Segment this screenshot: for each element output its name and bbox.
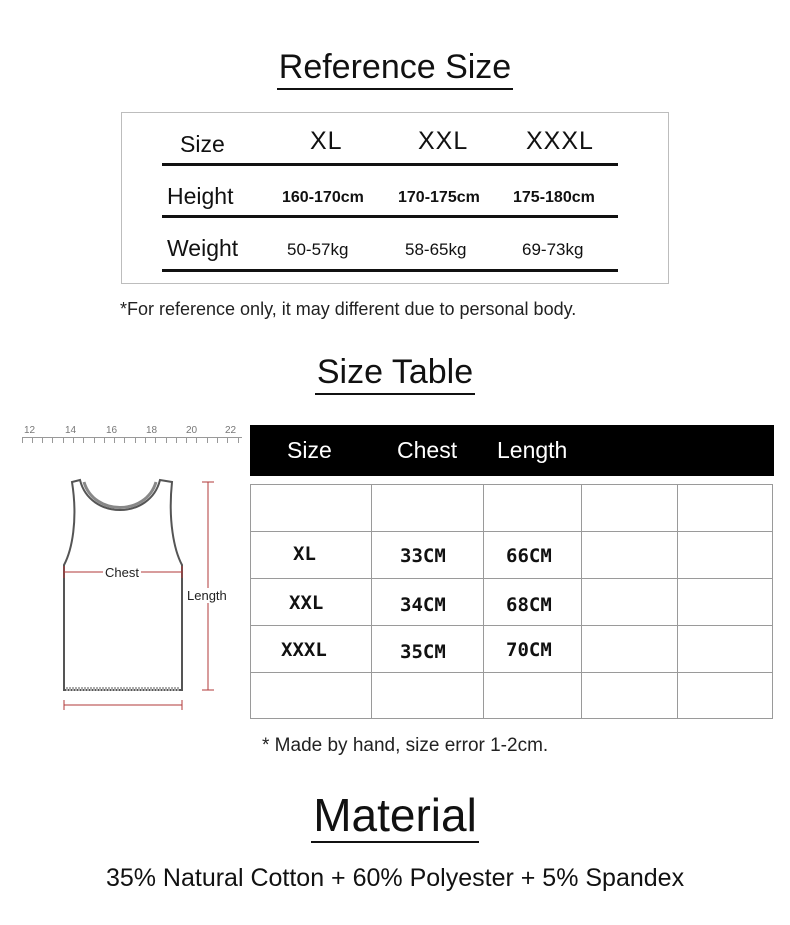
length-xxl: 68CM: [506, 594, 552, 616]
chest-label: Chest: [105, 565, 139, 580]
reference-rule: [162, 163, 618, 166]
reference-row-weight-label: Weight: [167, 235, 239, 261]
chest-xxxl: 35CM: [400, 641, 446, 663]
length-xxxl: 70CM: [506, 639, 552, 661]
reference-note: *For reference only, it may different due to personal body.: [120, 299, 577, 319]
chest-xxl: 34CM: [400, 594, 446, 616]
size-table-header-length: Length: [497, 437, 568, 463]
reference-header-xxxl: XXXL: [526, 127, 594, 155]
ruler-line: [22, 437, 242, 438]
reference-rule: [162, 215, 618, 218]
size-table-header: [250, 425, 774, 476]
reference-height-xxl: 170-175cm: [398, 189, 480, 206]
ruler-number: 18: [146, 425, 158, 436]
size-table-title: [0, 353, 790, 392]
reference-row-height-label: Height: [167, 183, 234, 209]
reference-height-xl: 160-170cm: [282, 189, 364, 206]
reference-size-title-text: Reference Size: [277, 48, 513, 90]
reference-header-xl: XL: [310, 127, 343, 155]
ruler-number: 12: [24, 425, 36, 436]
ruler-number: 22: [225, 425, 237, 436]
reference-size-label: Size: [180, 131, 225, 157]
ruler-number: 14: [65, 425, 77, 436]
material-title-text: Material: [313, 789, 477, 841]
reference-weight-xxxl: 69-73kg: [522, 240, 584, 259]
size-table-title-text: Size Table: [315, 353, 475, 395]
size-table-header-chest: Chest: [397, 437, 458, 463]
measuring-ruler: [22, 425, 242, 449]
chest-xl: 33CM: [400, 545, 446, 567]
size-row-xxxl: XXXL: [281, 639, 327, 661]
size-table-header-size: Size: [287, 437, 332, 463]
reference-weight-xxl: 58-65kg: [405, 240, 467, 259]
size-row-xxl: XXL: [289, 592, 324, 614]
reference-rule: [162, 269, 618, 272]
material-composition: 35% Natural Cotton + 60% Polyester + 5% Spandex: [105, 864, 685, 892]
size-row-xl: XL: [293, 543, 316, 565]
ruler-number: 20: [186, 425, 198, 436]
reference-header-xxl: XXL: [418, 127, 469, 155]
size-table-note: * Made by hand, size error 1-2cm.: [262, 735, 549, 756]
reference-weight-xl: 50-57kg: [287, 240, 349, 259]
reference-height-xxxl: 175-180cm: [513, 189, 595, 206]
reference-size-title: [0, 48, 790, 87]
material-title: [0, 788, 790, 842]
length-xl: 66CM: [506, 545, 552, 567]
length-label: Length: [187, 588, 227, 603]
ruler-number: 16: [106, 425, 118, 436]
